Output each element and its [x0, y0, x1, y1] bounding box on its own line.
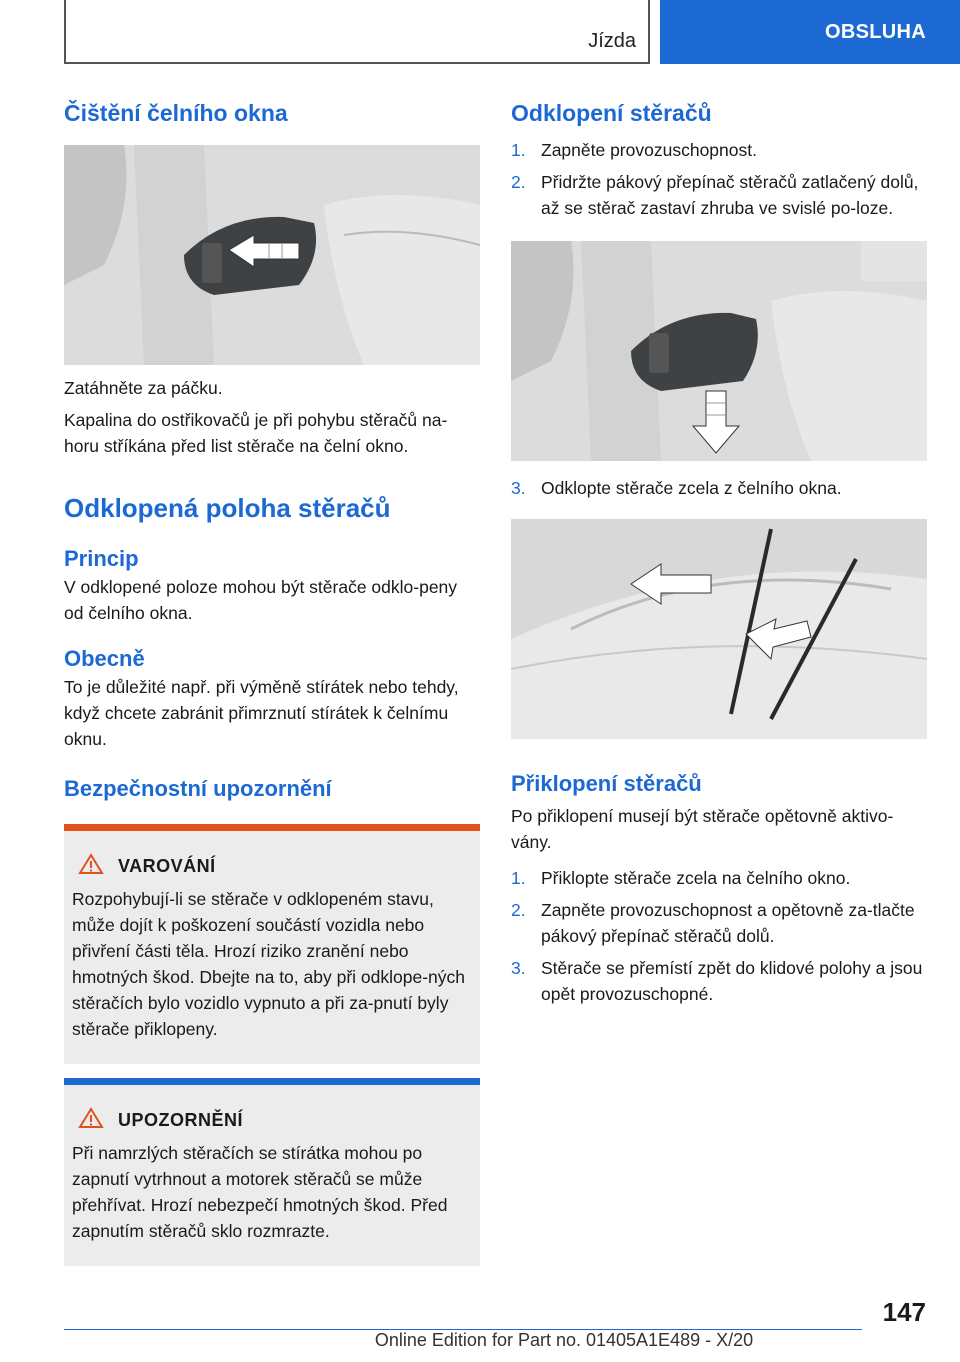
- page-number: 147: [882, 1297, 926, 1327]
- lever-pull-illustration: [64, 145, 480, 365]
- header-tab: [660, 0, 960, 64]
- right-column: [511, 100, 927, 1013]
- section-title-cleaning: Čištění čelního okna: [64, 100, 288, 126]
- notice-text: Při namrzlých stěračích se stírátka mohou po zapnutí vytrhnout a motorek stěračů se může přehřívat. Hrozí nebezpečí hmotných škod. Před zapnutím stěračů sklo rozmrazte.: [72, 1143, 448, 1241]
- fold-steps-list: [511, 137, 927, 221]
- section-title-folded-position: Odklopená poloha stěračů: [64, 493, 391, 523]
- header-frame: [64, 0, 650, 64]
- list-item: 2. Zapněte provozuschopnost a opětovně za-tlačte pákový přepínač stěračů dolů.: [511, 900, 915, 946]
- subtitle-general: Obecně: [64, 646, 145, 671]
- warning-text: Rozpohybují-li se stěrače v odklopeném stavu, může dojít k poškození součástí vozidla nebo přivření části těla. Hrozí riziko zranění nebo hmotných škod. Dbejte na to, aby při odklope-ných stěračích bylo vozidlo vypnuto a při za-pnutí byly stěrače přiklopeny.: [72, 889, 465, 1039]
- lever-push-down-illustration: [511, 241, 927, 461]
- wipers-folded-illustration: [511, 519, 927, 739]
- general-text: To je důležité např. při výměně stírátek nebo tehdy, když chcete zabránit přimrznutí stírátek k čelnímu oknu.: [64, 677, 459, 749]
- section-title-fold-back: Přiklopení stěračů: [511, 771, 702, 796]
- subtitle-safety: Bezpečnostní upozornění: [64, 776, 332, 801]
- list-item: 2. Přidržte pákový přepínač stěračů zatlačený dolů, až se stěrač zastaví zhruba ve svislé po-loze.: [511, 172, 919, 218]
- fold-back-intro: Po přiklopení musejí být stěrače opětovně aktivo-vány.: [511, 806, 894, 852]
- notice-triangle-icon: [78, 1107, 104, 1134]
- header-section-title: Jízda: [588, 30, 636, 52]
- warning-triangle-icon: [78, 853, 104, 880]
- list-item: 1. Přiklopte stěrače zcela na čelního okno.: [511, 868, 851, 888]
- notice-title: UPOZORNĚNÍ: [118, 1110, 244, 1130]
- list-item: 3. Odklopte stěrače zcela z čelního okna.: [511, 478, 842, 498]
- list-item: 3. Stěrače se přemístí zpět do klidové polohy a jsou opět provozuschopné.: [511, 958, 923, 1004]
- fold-back-steps-list: [511, 865, 927, 1007]
- subtitle-principle: Princip: [64, 546, 139, 571]
- list-item: 1. Zapněte provozuschopnost.: [511, 140, 757, 160]
- warning-box: [64, 824, 480, 1064]
- section-title-fold-out: Odklopení stěračů: [511, 100, 712, 126]
- warning-title: VAROVÁNÍ: [118, 856, 216, 876]
- header-tab-label: OBSLUHA: [825, 20, 926, 43]
- notice-box: [64, 1078, 480, 1266]
- fold-steps-list-continued: [511, 475, 927, 501]
- left-column: [64, 100, 480, 1266]
- footer-edition: Online Edition for Part no. 01405A1E489 - X/20: [374, 1330, 754, 1350]
- caption-fluid: Kapalina do ostřikovačů je při pohybu stěračů na-horu stříkána před list stěrače na čelní okno.: [64, 410, 448, 456]
- caption-pull-lever: Zatáhněte za páčku.: [64, 378, 223, 398]
- principle-text: V odklopené poloze mohou být stěrače odklo-peny od čelního okna.: [64, 577, 458, 623]
